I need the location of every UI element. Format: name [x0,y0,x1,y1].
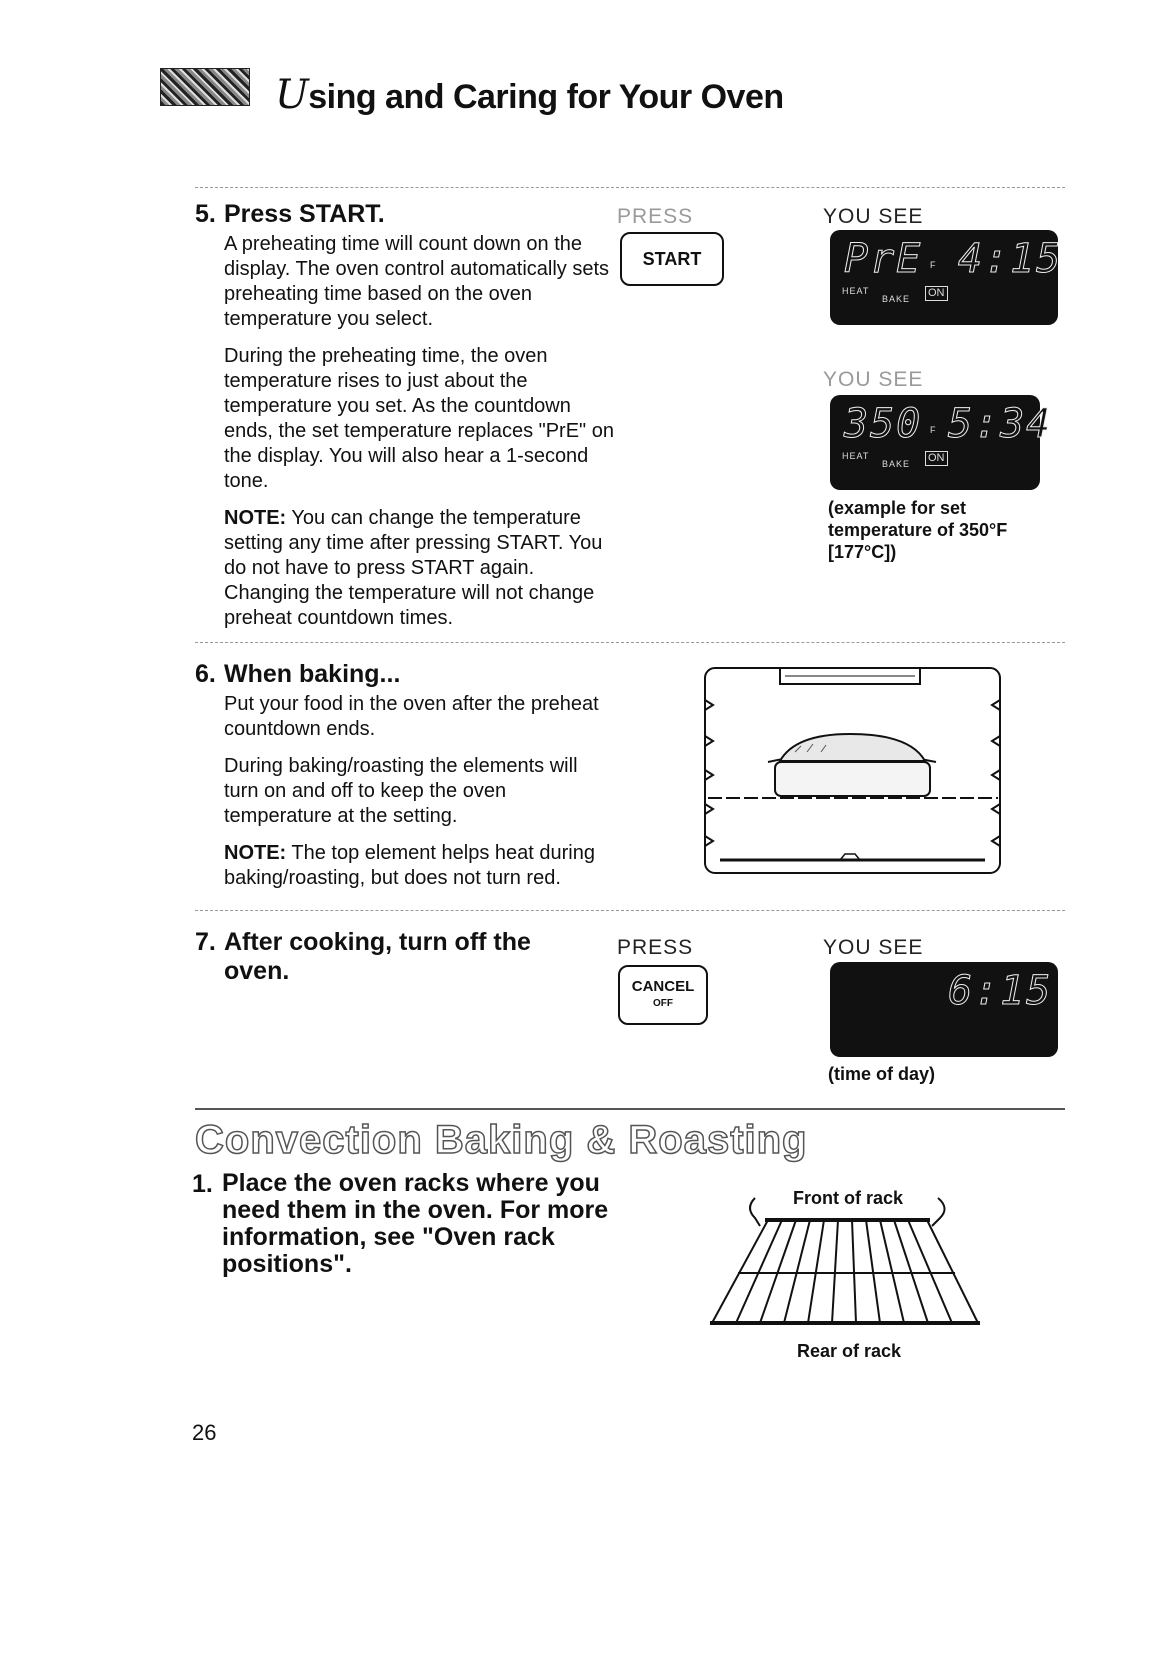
divider [195,642,1065,643]
step-title: After cooking, turn off the oven. [224,928,531,985]
paragraph: During baking/roasting the elements will turn on and off to keep the oven temperature at the setting. [224,755,578,827]
bake-indicator: BAKE [882,294,911,304]
you-see-label: YOU SEE [823,205,924,228]
divider [195,910,1065,911]
you-see-label: YOU SEE [823,936,924,959]
on-indicator: ON [925,286,948,301]
step-number: 5. [195,200,216,228]
header-logo [160,68,250,106]
bake-indicator: BAKE [882,459,911,469]
section-divider [195,1108,1065,1110]
rack-front-label: Front of rack [793,1188,904,1208]
oven-rack-illustration [700,1178,990,1328]
oven-display-preheat [830,230,1063,325]
display-time: 6:15 [948,968,1053,1014]
display-unit: F [930,260,937,270]
page-number: 26 [192,1420,217,1445]
display-time: 5:34 [948,401,1053,447]
step-body [224,232,614,643]
display-time: 4:15 [958,236,1063,282]
page-title: Using and Caring for Your Oven [275,72,784,118]
section-title: Convection Baking & Roasting [195,1118,808,1162]
divider [195,187,1065,188]
step-body [224,692,614,903]
step-number: 7. [195,928,216,956]
step-number: 1. [192,1170,213,1198]
press-label: PRESS [617,936,694,959]
off-button-label: OFF [653,998,673,1009]
oven-cavity-illustration [700,664,1010,879]
display-caption: (time of day) [828,1064,936,1084]
display-temperature: 350 [844,401,923,447]
step-number: 6. [195,660,216,688]
step-title: When baking... [224,660,401,688]
heat-indicator: HEAT [842,451,870,461]
display-mode: PrE [844,236,923,282]
paragraph: A preheating time will count down on the display. The oven control automatically sets preheating time based on the oven temperature you select. [224,233,610,330]
cancel-button-label: CANCEL [631,978,695,995]
oven-display-set-temp [830,395,1053,490]
rack-rear-label: Rear of rack [797,1341,902,1361]
note: NOTE: You can change the temperature setting any time after pressing START. You do not have to press START again. Changing the temperature will not change preheat countdown times. [224,507,603,629]
paragraph: Put your food in the oven after the preheat countdown ends. [224,693,599,740]
step-title: Place the oven racks where you need them in the oven. For more information, see "Oven rack positions". [222,1169,609,1278]
start-button[interactable] [620,232,724,286]
on-indicator: ON [925,451,948,466]
paragraph: During the preheating time, the oven temperature rises to just about the temperature you set. As the countdown ends, the set temperature replaces "PrE" on the display. You will also hear a 1-second tone. [224,345,614,492]
heat-indicator: HEAT [842,286,870,296]
start-button-label: START [642,248,702,269]
note: NOTE: The top element helps heat during baking/roasting, but does not turn red. [224,842,595,889]
cancel-off-button[interactable] [618,965,708,1025]
oven-display-time-of-day [830,962,1058,1057]
you-see-label: YOU SEE [823,368,924,391]
display-caption: (example for set temperature of 350°F [177°C]) [828,498,1008,562]
step-title: Press START. [224,200,385,228]
press-label: PRESS [617,205,694,228]
display-unit: F [930,425,937,435]
